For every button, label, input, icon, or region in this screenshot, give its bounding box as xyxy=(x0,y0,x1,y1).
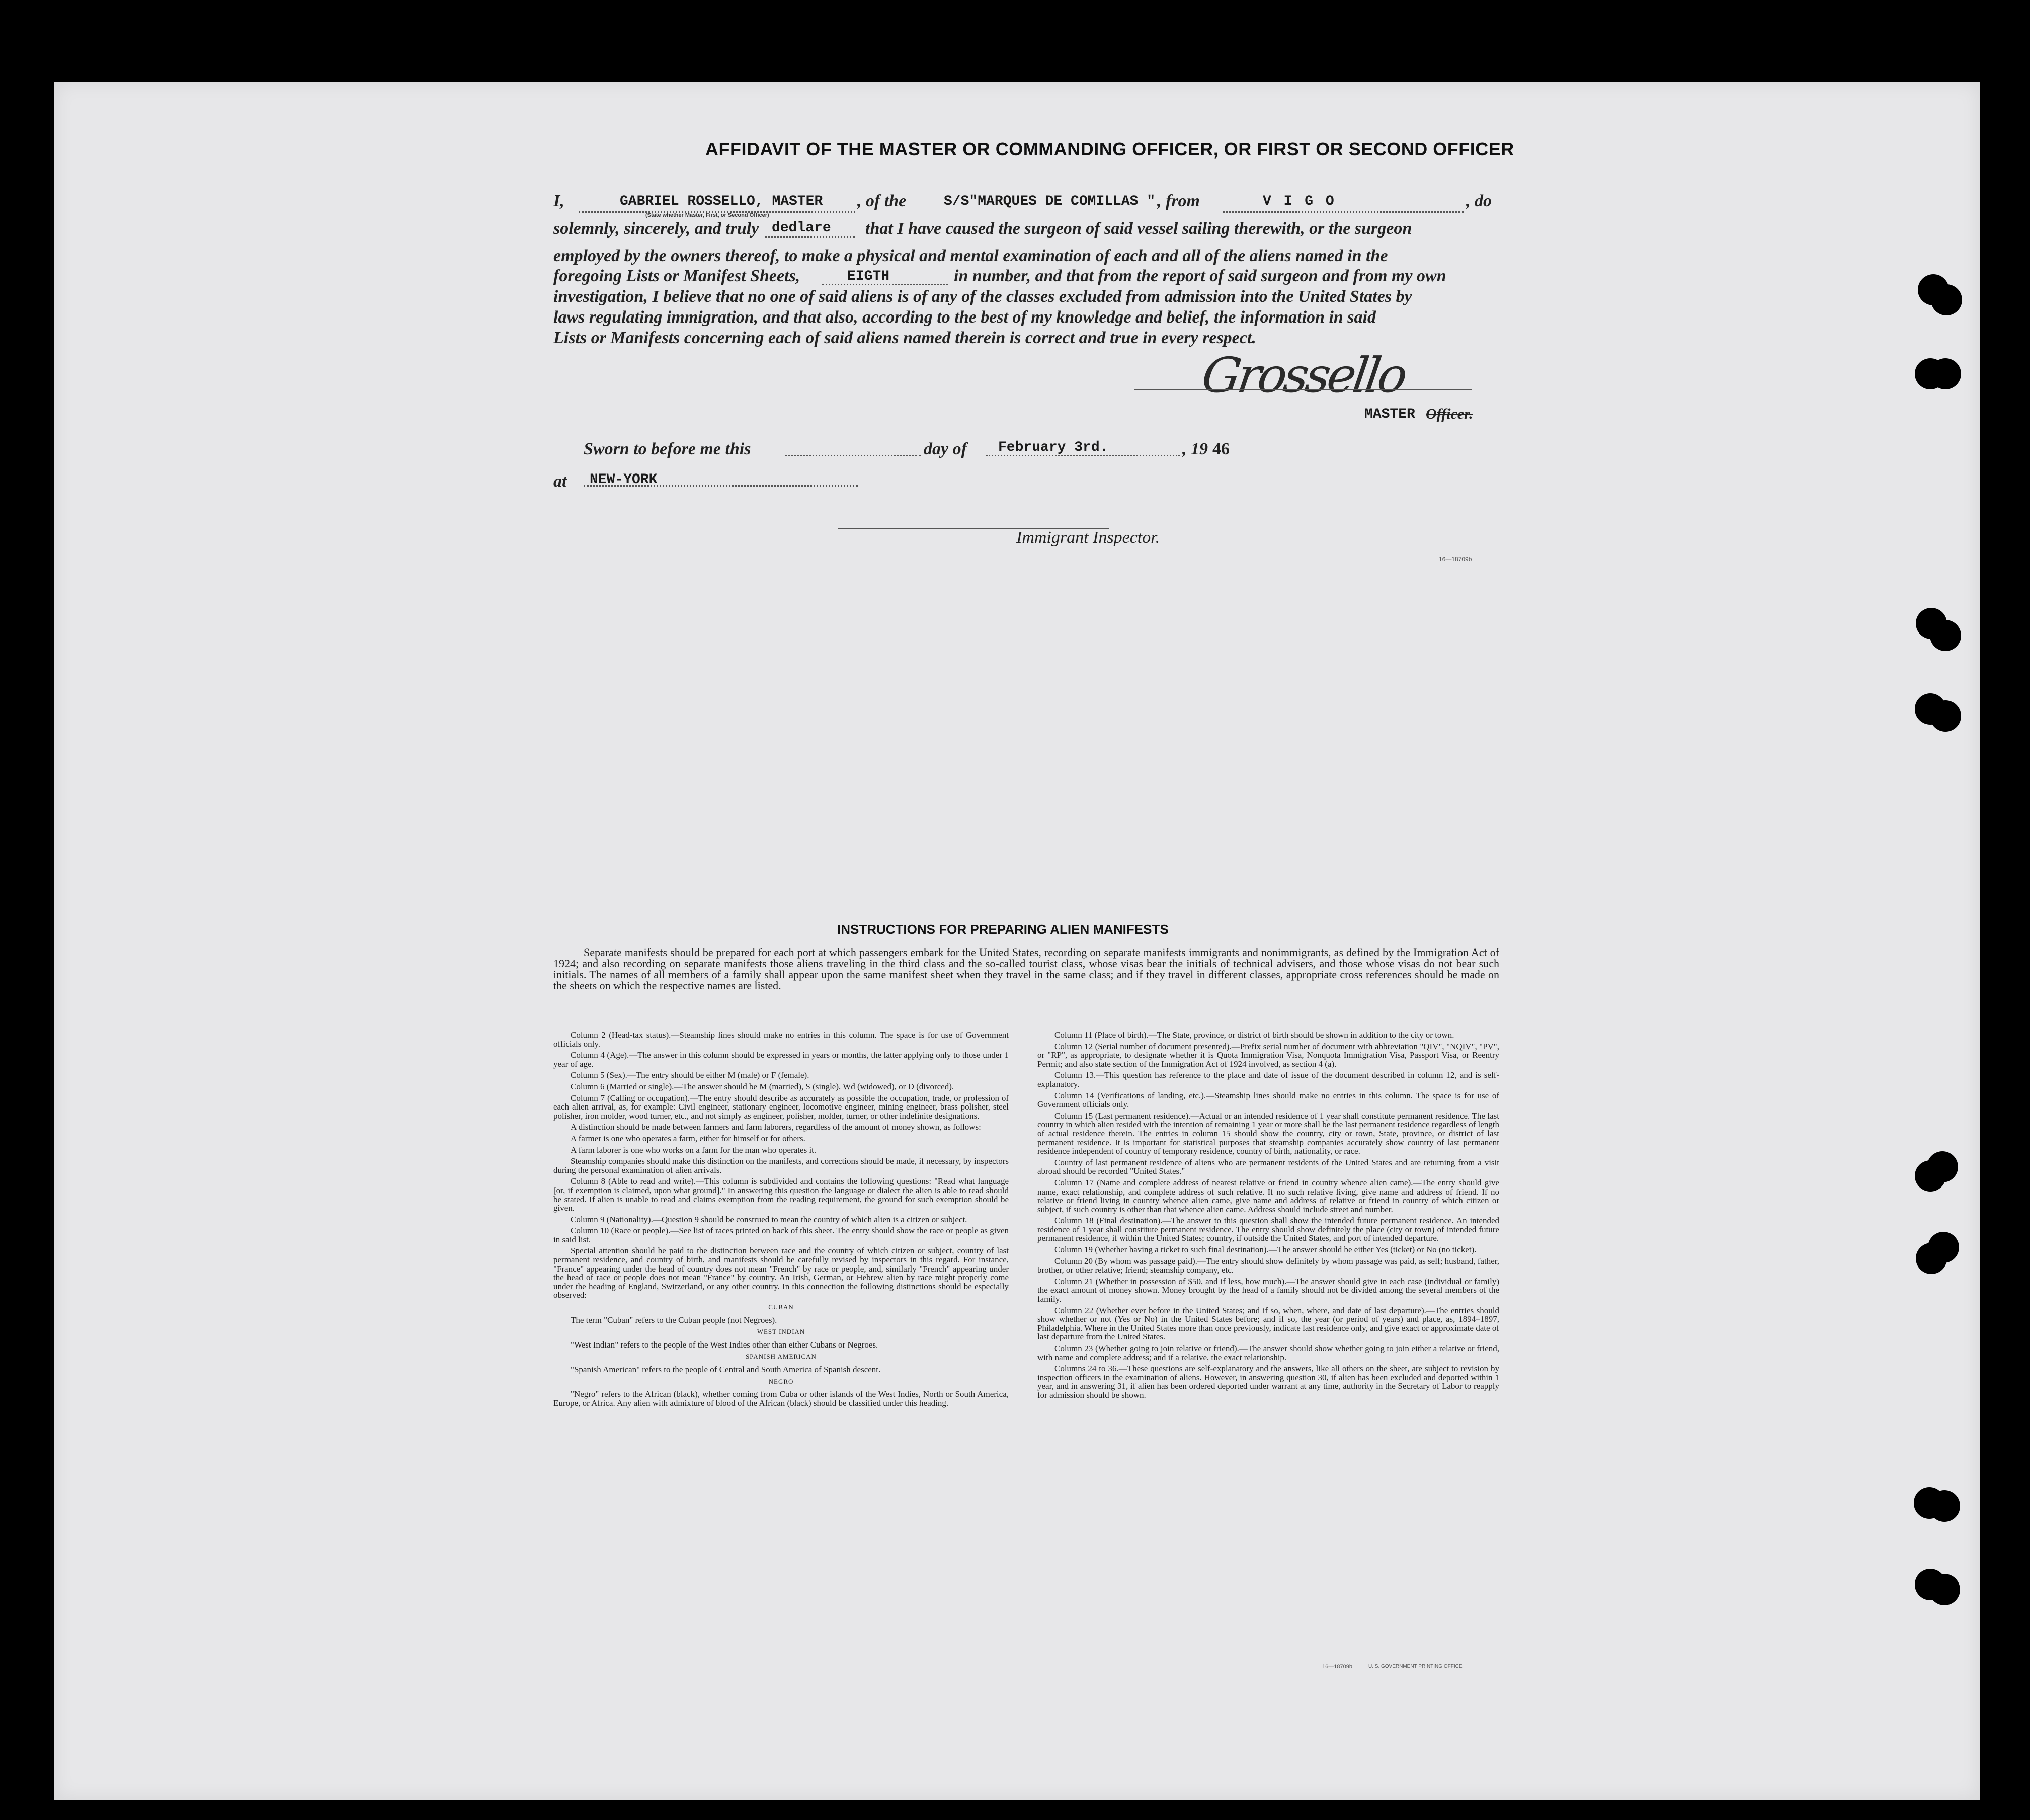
instruction-paragraph: Columns 24 to 36.—These questions are self-explanatory and the answers, like all others on the sheet, are subject to revision by inspection officers in the examination of aliens. However, in answering question 30, if alien has been excluded and deported within 1 year, and in answering 31, if alien has been ordered deported under warrant at any time, authority in the Secretary of Labor to reapply for admission should be shown. xyxy=(1037,1364,1499,1400)
signer-title: MASTER xyxy=(1364,407,1415,422)
instruction-paragraph: "Negro" refers to the African (black), whether coming from Cuba or other islands of the West Indies, North or South America, Europe, or Africa. Any alien with admixture of blood of the African (black) should be classified under this heading. xyxy=(553,1389,1009,1408)
year-prefix: , 19 xyxy=(1182,440,1208,458)
signature: Grossello xyxy=(1198,347,1408,404)
sworn-pre: Sworn to before me this xyxy=(584,440,751,458)
instruction-paragraph: A distinction should be made between farmers and farm laborers, regardless of the amount of money shown, as follows: xyxy=(571,1122,981,1132)
instruction-paragraph: Column 17 (Name and complete address of nearest relative or friend in country whence alien came).—The entry should give name, exact relationship, and complete address of such relative. If no such relative living, give name and address of friend. If no relative or friend living in country whence alien came, give name and address of relative or friend in country of which citizen or subject, if such country is other than that whence alien came. Address should include street and number. xyxy=(1037,1177,1499,1214)
section-heading: WEST INDIAN xyxy=(757,1328,805,1336)
instruction-paragraph: "West Indian" refers to the people of the West Indies other than either Cubans or Negroes. xyxy=(571,1339,878,1350)
departure-port: V I G O xyxy=(1263,194,1336,209)
inspector-label: Immigrant Inspector. xyxy=(1016,528,1160,547)
instructions-right-column xyxy=(1037,1031,1499,1666)
affidavit-line6: laws regulating immigration, and that also, according to the best of my knowledge and belief, the information in said xyxy=(553,308,1376,327)
instruction-paragraph: Column 18 (Final destination).—The answer to this question shall show the intended future permanent residence. An intended residence of 1 year shall constitute permanent residence. The entry should show definitely the place (city or town) of intended future permanent residence, if within the United States; country, if outside the United States, and port of intended departure. xyxy=(1037,1216,1499,1243)
fill-line xyxy=(785,455,921,456)
affidavit-line2-post: that I have caused the surgeon of said vessel sailing therewith, or the surgeon xyxy=(865,219,1412,238)
affidavit-prefix: I, xyxy=(553,192,564,210)
affidavit-title: AFFIDAVIT OF THE MASTER OR COMMANDING OFFICER, OR FIRST OR SECOND OFFICER xyxy=(705,139,1514,160)
punch-hole xyxy=(1929,1574,1960,1605)
form-code: 16—18709b xyxy=(1439,556,1472,563)
section-heading: CUBAN xyxy=(768,1303,794,1311)
affidavit-line4-post: in number, and that from the report of said surgeon and from my own xyxy=(954,267,1446,285)
instruction-paragraph: Country of last permanent residence of aliens who are permanent residents of the United States and are returning from a visit abroad should be recorded "United States." xyxy=(1037,1157,1499,1176)
punch-hole xyxy=(1930,620,1961,651)
instruction-paragraph: A farmer is one who operates a farm, either for himself or for others. xyxy=(571,1133,805,1143)
instruction-paragraph: Column 20 (By whom was passage paid).—The entry should show definitely by whom passage was paid, as self; husband, father, brother, or other relative; friend; steamship company, etc. xyxy=(1037,1256,1499,1275)
of-the-label: , of the xyxy=(857,192,907,210)
affidavit-line7: Lists or Manifests concerning each of said aliens named therein is correct and true in every respect. xyxy=(553,329,1256,347)
instruction-paragraph: Column 8 (Able to read and write).—This column is subdivided and contains the following questions: "Read what language [or, if exemption is claimed, upon what ground]." In answering this question the language or dialect the alien is able to read should be stated. If alien is unable to read and claims exemption from the reading requirement, the ground for such exemption should be given. xyxy=(553,1176,1009,1213)
instruction-paragraph: The term "Cuban" refers to the Cuban people (not Negroes). xyxy=(571,1315,777,1325)
name-note: (State whether Master, First, or Second Officer) xyxy=(645,212,769,218)
punch-hole xyxy=(1931,284,1962,315)
instruction-paragraph: Column 22 (Whether ever before in the United States; and if so, when, where, and date of last departure).—The entries should show whether or not (Yes or No) in the United States before; and if so, the year (or period of years) and place, as, 1894–1897, Philadelphia. Where in the United States more than once previously, indicate last residence only, and give exact or approximate date of last departure from the United States. xyxy=(1037,1305,1499,1342)
day-of-label: day of xyxy=(924,440,967,458)
instruction-paragraph: Column 7 (Calling or occupation).—The entry should describe as accurately as possible the occupation, trade, or profession of each alien arrival, as, for example: Civil engineer, stationary engineer, locomotive engineer, mining engineer, brass polisher, steel polisher, iron molder, wood turner, etc., and not simply as engineer, polisher, molder, turner, or other indefinite designations. xyxy=(553,1093,1009,1121)
affidavit-line2-pre: solemnly, sincerely, and truly xyxy=(553,219,759,238)
footer-code: 16—18709b xyxy=(1322,1664,1352,1670)
section-heading: NEGRO xyxy=(768,1377,794,1385)
punch-hole xyxy=(1916,1243,1947,1274)
instruction-paragraph: Column 14 (Verifications of landing, etc.).—Steamship lines should make no entries in this column. The space is for use of Government officials only. xyxy=(1037,1090,1499,1110)
instruction-paragraph: Column 9 (Nationality).—Question 9 should be construed to mean the country of which alien is a citizen or subject. xyxy=(571,1214,967,1224)
footer-printer: U. S. GOVERNMENT PRINTING OFFICE xyxy=(1368,1664,1463,1669)
punch-hole xyxy=(1930,358,1961,389)
sworn-date: February 3rd. xyxy=(998,440,1108,455)
fill-line xyxy=(584,485,858,487)
instruction-paragraph: Column 10 (Race or people).—See list of races printed on back of this sheet. The entry should show the race or people as given in said list. xyxy=(553,1226,1009,1244)
vessel-name: S/S"MARQUES DE COMILLAS " xyxy=(944,194,1156,209)
from-label: , from xyxy=(1157,192,1200,210)
section-heading: SPANISH AMERICAN xyxy=(746,1353,817,1361)
punch-hole xyxy=(1915,1160,1946,1192)
instruction-paragraph: Column 5 (Sex).—The entry should be either M (male) or F (female). xyxy=(571,1070,809,1080)
instruction-paragraph: A farm laborer is one who works on a farm for the man who operates it. xyxy=(571,1145,817,1155)
affidavit-line3: employed by the owners thereof, to make a physical and mental examination of each and all of the aliens named in the xyxy=(553,247,1388,265)
instruction-paragraph: Column 4 (Age).—The answer in this column should be expressed in years or months, the latter applying only to those under 1 year of age. xyxy=(553,1050,1009,1069)
fill-line xyxy=(1223,211,1464,213)
instruction-paragraph: Steamship companies should make this distinction on the manifests, and corrections should be made, if necessary, by inspectors during the personal examination of alien arrivals. xyxy=(553,1156,1009,1175)
affidavit-line5: investigation, I believe that no one of said aliens is of any of the classes excluded from admission into the United States by xyxy=(553,287,1412,306)
punch-hole xyxy=(1930,700,1961,732)
master-name: GABRIEL ROSSELLO, MASTER xyxy=(620,194,823,209)
sworn-year: 46 xyxy=(1212,440,1230,458)
instructions-left-column xyxy=(553,1031,1009,1677)
fill-line xyxy=(765,236,855,238)
sheet-count: EIGTH xyxy=(847,269,890,284)
instruction-paragraph: Column 15 (Last permanent residence).—Actual or an intended residence of 1 year shall constitute permanent residence. The last country in which alien resided with the intention of remaining 1 year or more shall be the last permanent residence regardless of length of actual residence therein. The entries in column 15 should show the country, city or town, State, province, or district of last permanent residence. It is important for statistical purposes that steamship companies accurately show country of last permanent residence independent of country of temporary residence, country of birth, nationality, or race. xyxy=(1037,1111,1499,1156)
instructions-intro: Separate manifests should be prepared for each port at which passengers embark for the United States, recording on separate manifests immigrants and nonimmigrants, as defined by the Immigration Act of 1924; and also recording on separate manifests those aliens traveling in the third class and the so-called tourist class, whose visas bear the initials of technical advisers, and those whose visas do not bear such initials. The names of all members of a family shall appear upon the same manifest sheet when they travel in the same class; and if they travel in different classes, appropriate cross references should be made on the sheets on which the respective names are listed. xyxy=(553,946,1499,992)
instruction-paragraph: Column 23 (Whether going to join relative or friend).—The answer should show whether going to join either a relative or friend, with name and complete address; and if a relative, the exact relationship. xyxy=(1037,1343,1499,1362)
signature-line xyxy=(1134,389,1472,390)
instructions-title: INSTRUCTIONS FOR PREPARING ALIEN MANIFESTS xyxy=(837,922,1169,937)
instruction-paragraph: Column 2 (Head-tax status).—Steamship lines should make no entries in this column. The space is for use of Government officials only. xyxy=(553,1031,1009,1049)
declare-word: dedlare xyxy=(772,220,831,236)
instruction-paragraph: "Spanish American" refers to the people of Central and South America of Spanish descent. xyxy=(571,1365,881,1374)
instruction-paragraph: Column 21 (Whether in possession of $50, and if less, how much).—The answer should give in each case (individual or family) the exact amount of money shown. Money brought by the head of a family should not be divided among the several members of the family. xyxy=(1037,1276,1499,1304)
sworn-place: NEW-YORK xyxy=(590,472,658,488)
instruction-paragraph: Column 13.—This question has reference to the place and date of issue of the document described in column 12, and is self-explanatory. xyxy=(1037,1070,1499,1089)
at-label: at xyxy=(553,472,567,491)
do-label: , do xyxy=(1466,192,1492,210)
instruction-paragraph: Column 19 (Whether having a ticket to such final destination).—The answer should be either Yes (ticket) or No (no ticket). xyxy=(1054,1245,1477,1255)
instruction-paragraph: Column 11 (Place of birth).—The State, province, or district of birth should be shown in addition to the city or town. xyxy=(1054,1031,1454,1040)
fill-line xyxy=(986,455,1180,456)
instruction-paragraph: Column 6 (Married or single).—The answer should be M (married), S (single), Wd (widowed), or D (divorced). xyxy=(571,1081,954,1091)
signer-title-struck: Officer. xyxy=(1426,406,1473,422)
fill-line xyxy=(822,284,948,285)
instruction-paragraph: Column 12 (Serial number of document presented).—Prefix serial number of document with abbreviation "QIV", "NQIV", "PV", or "RP", as appropriate, to designate whether it is Quota Immigration Visa, Nonquota Immigration Visa, Passport Visa, or Reentry Permit; and also state section of the Immigration Act of 1924 involved, as section 4 (a). xyxy=(1037,1041,1499,1069)
affidavit-line4-pre: foregoing Lists or Manifest Sheets, xyxy=(553,267,800,285)
punch-hole xyxy=(1929,1490,1960,1522)
instruction-paragraph: Special attention should be paid to the distinction between race and the country of which citizen or subject, country of last permanent residence, and country of birth, and manifests should be carefully revised by inspectors in this regard. For instance, "France" appearing under the head of country does not mean "French" by race or people, and, similarly "French" appearing under the head of race or people does not mean "France" by country. An Irish, German, or Hebrew alien by race might properly come under the heading of England, Switzerland, or any other country. In this connection the following distinctions should be especially observed: xyxy=(553,1246,1009,1300)
